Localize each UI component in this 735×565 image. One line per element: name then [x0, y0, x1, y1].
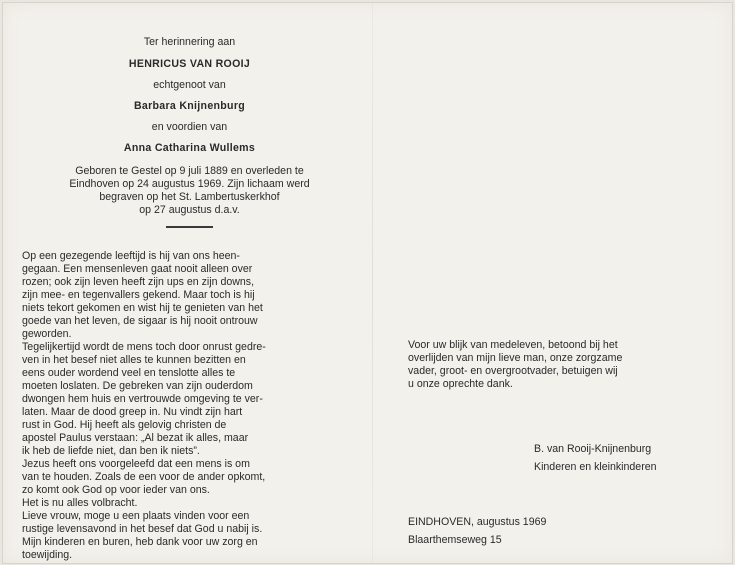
spouse-intro: echtgenoot van [153, 79, 226, 91]
paragraph-2 [22, 341, 357, 458]
card-fold [372, 3, 373, 563]
paragraph-4 [22, 510, 357, 562]
deceased-name: HENRICUS VAN ROOIJ [128, 58, 251, 70]
text-line: Op een gezegende leeftijd is hij van ons heen- [22, 249, 240, 262]
text-line: Lieve vrouw, moge u een plaats vinden voor een [22, 509, 250, 522]
text-line: Mijn kinderen en buren, heb dank voor uw zorg en [22, 535, 258, 548]
thanks-line: u onze oprechte dank. [408, 378, 513, 390]
thanks-line: Voor uw blijk van medeleven, betoond bij het [408, 339, 618, 351]
intro-text: Ter herinnering aan [143, 36, 236, 48]
text-line: goede van het leven, de sigaar is hij nooit ontrouw [22, 314, 258, 327]
text-line: gegaan. Een mensenleven gaat nooit alleen over [22, 262, 253, 275]
text-line: niets tekort gekomen en wist hij te genieten van het [22, 301, 263, 314]
signature-family: Kinderen en kleinkinderen [534, 461, 657, 473]
text-line: zijn mee- en tegenvallers gekend. Maar toch is hij [22, 288, 255, 301]
widower-intro: en voordien van [151, 121, 228, 133]
text-line: Jezus heeft ons voorgeleefd dat een mens is om [22, 457, 250, 470]
text-line: van te houden. Zoals de een voor de ander opkomt, [22, 470, 266, 483]
text-line: Tegelijkertijd wordt de mens toch door onrust gedre- [22, 340, 266, 353]
birth-death-line: op 27 augustus d.a.v. [139, 204, 240, 216]
thanks-line: vader, groot- en overgrootvader, betuigen wij [408, 365, 618, 377]
text-line: toewijding. [22, 548, 73, 561]
left-panel [22, 36, 357, 562]
text-line: laten. Maar de dood greep in. Nu vindt zijn hart [22, 405, 243, 418]
birth-death-block [22, 165, 357, 217]
text-line: zo komt ook God op voor ieder van ons. [22, 483, 210, 496]
text-line: ik heb de liefde niet, dan ben ik niets”. [22, 444, 200, 457]
header-block [22, 36, 357, 155]
text-line: rustige levensavond in het besef dat God u nabij is. [22, 522, 263, 535]
signature-block [534, 443, 657, 474]
thanks-line: overlijden van mijn lieve man, onze zorgzame [408, 352, 623, 364]
place-block [408, 516, 708, 547]
text-line: moeten loslaten. De gebreken van zijn ouderdom [22, 379, 253, 392]
signature-name: B. van Rooij-Knijnenburg [534, 443, 652, 455]
paragraph-3 [22, 458, 357, 510]
birth-death-line: Eindhoven op 24 augustus 1969. Zijn lichaam werd [69, 178, 310, 190]
previous-spouse-name: Anna Catharina Wullems [123, 142, 256, 154]
divider [166, 226, 213, 228]
text-line: rozen; ook zijn leven heeft zijn ups en zijn downs, [22, 275, 255, 288]
text-line: eens ouder wordend veel en tenslotte alles te [22, 366, 236, 379]
text-line: Het is nu alles volbracht. [22, 496, 138, 509]
birth-death-line: begraven op het St. Lambertuskerkhof [99, 191, 280, 203]
text-line: geworden. [22, 327, 72, 340]
paragraph-1 [22, 250, 357, 341]
thanks-block [408, 339, 708, 391]
spouse-name: Barbara Knijnenburg [133, 100, 246, 112]
text-line: rust in God. Hij heeft als gelovig christen de [22, 418, 227, 431]
city-date: EINDHOVEN, augustus 1969 [408, 516, 547, 528]
address: Blaarthemseweg 15 [408, 534, 502, 546]
birth-death-line: Geboren te Gestel op 9 juli 1889 en overleden te [75, 165, 304, 177]
text-line: ven in het besef niet alles te kunnen bezitten en [22, 353, 246, 366]
text-line: apostel Paulus verstaan: „Al bezat ik alles, maar [22, 431, 249, 444]
text-line: dwongen hem huis en vertrouwde omgeving te ver- [22, 392, 263, 405]
